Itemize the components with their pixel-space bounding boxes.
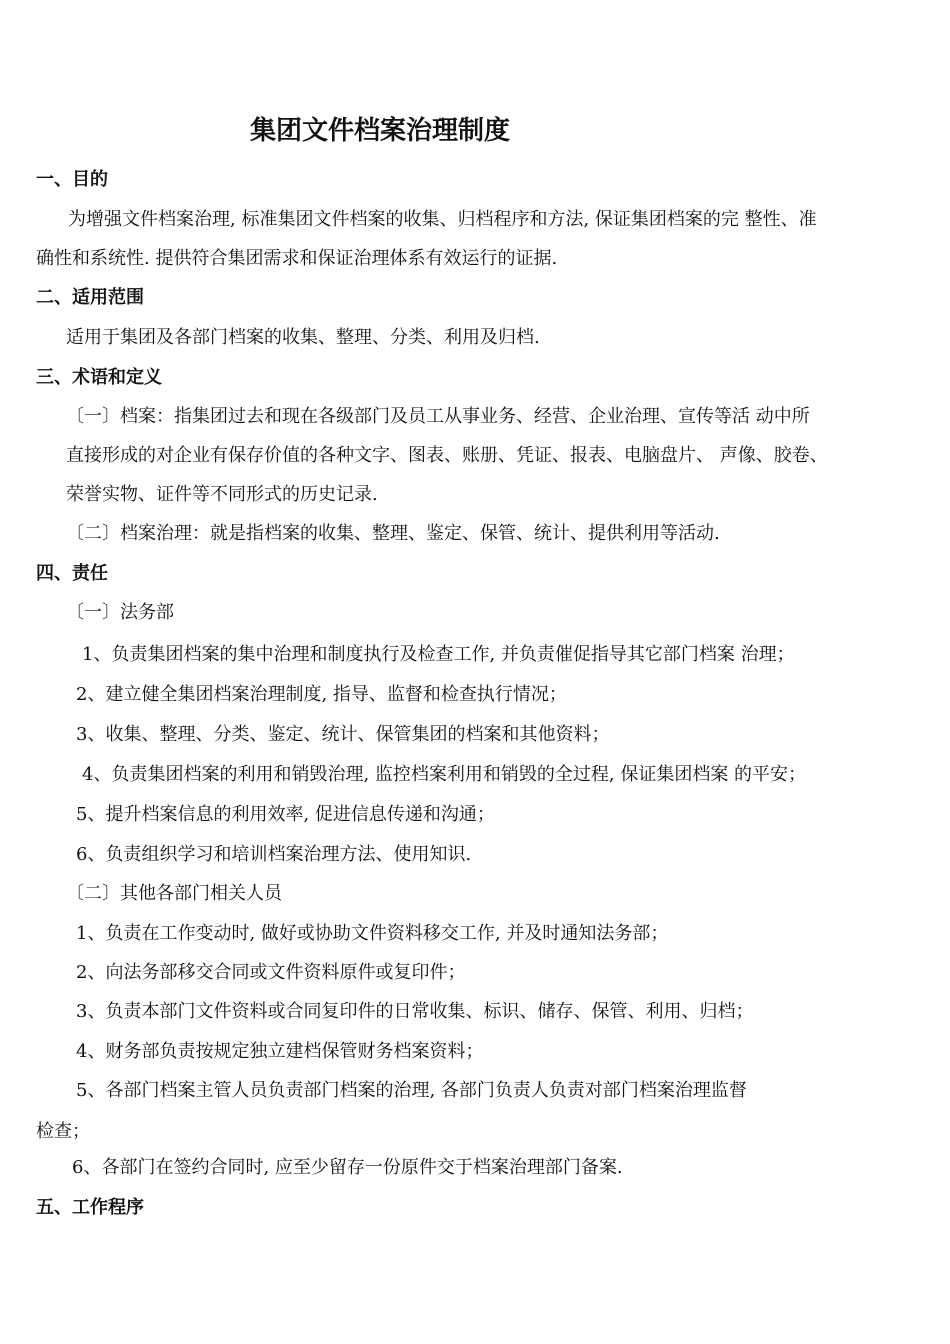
definition-line: 荣誉实物、证件等不同形式的历史记录. bbox=[66, 484, 378, 505]
list-item-continuation: 检查； bbox=[36, 1121, 90, 1142]
list-item: 4、负责集团档案的利用和销毁治理, 监控档案利用和销毁的全过程, 保证集团档案 的平安； bbox=[82, 764, 807, 785]
subsection-heading: 〔一〕法务部 bbox=[66, 602, 174, 623]
section-heading-responsibility: 四、责任 bbox=[36, 563, 108, 584]
list-item: 2、向法务部移交合同或文件资料原件或复印件； bbox=[76, 962, 466, 983]
list-item: 1、负责在工作变动时, 做好或协助文件资料移交工作, 并及时通知法务部； bbox=[76, 923, 669, 944]
document-title: 集团文件档案治理制度 bbox=[250, 116, 511, 146]
section-heading-purpose: 一、目的 bbox=[36, 169, 108, 190]
list-item: 6、各部门在签约合同时, 应至少留存一份原件交于档案治理部门备案. bbox=[72, 1157, 623, 1178]
section-heading-procedure: 五、工作程序 bbox=[36, 1197, 144, 1218]
list-item: 5、提升档案信息的利用效率, 促进信息传递和沟通； bbox=[76, 804, 495, 825]
list-item: 2、建立健全集团档案治理制度, 指导、监督和检查执行情况； bbox=[76, 684, 567, 705]
paragraph-line: 确性和系统性. 提供符合集团需求和保证治理体系有效运行的证据. bbox=[36, 248, 558, 269]
definition-line: 〔一〕档案：指集团过去和现在各级部门及员工从事业务、经营、企业治理、宣传等活 动中所 bbox=[66, 406, 810, 427]
list-item: 3、收集、整理、分类、鉴定、统计、保管集团的档案和其他资料； bbox=[76, 724, 610, 745]
definition-line: 直接形成的对企业有保存价值的各种文字、图表、账册、凭证、报表、电脑盘片、 声像、胶卷、 bbox=[66, 445, 828, 466]
definition-line: 〔二〕档案治理：就是指档案的收集、整理、鉴定、保管、统计、提供利用等活动. bbox=[66, 523, 720, 544]
list-item: 3、负责本部门文件资料或合同复印件的日常收集、标识、储存、保管、利用、归档； bbox=[76, 1001, 754, 1022]
list-item: 6、负责组织学习和培训档案治理方法、使用知识. bbox=[76, 844, 472, 865]
list-item: 1、负责集团档案的集中治理和制度执行及检查工作, 并负责催促指导其它部门档案 治理； bbox=[82, 644, 795, 665]
subsection-heading: 〔二〕其他各部门相关人员 bbox=[66, 883, 282, 904]
section-heading-scope: 二、适用范围 bbox=[36, 287, 144, 308]
paragraph-line: 适用于集团及各部门档案的收集、整理、分类、利用及归档. bbox=[66, 327, 540, 348]
list-item: 5、各部门档案主管人员负责部门档案的治理, 各部门负责人负责对部门档案治理监督 bbox=[76, 1080, 747, 1101]
paragraph-line: 为增强文件档案治理, 标准集团文件档案的收集、归档程序和方法, 保证集团档案的完 整性、准 bbox=[68, 209, 817, 230]
list-item: 4、财务部负责按规定独立建档保管财务档案资料； bbox=[76, 1041, 484, 1062]
section-heading-terms: 三、术语和定义 bbox=[36, 367, 162, 388]
